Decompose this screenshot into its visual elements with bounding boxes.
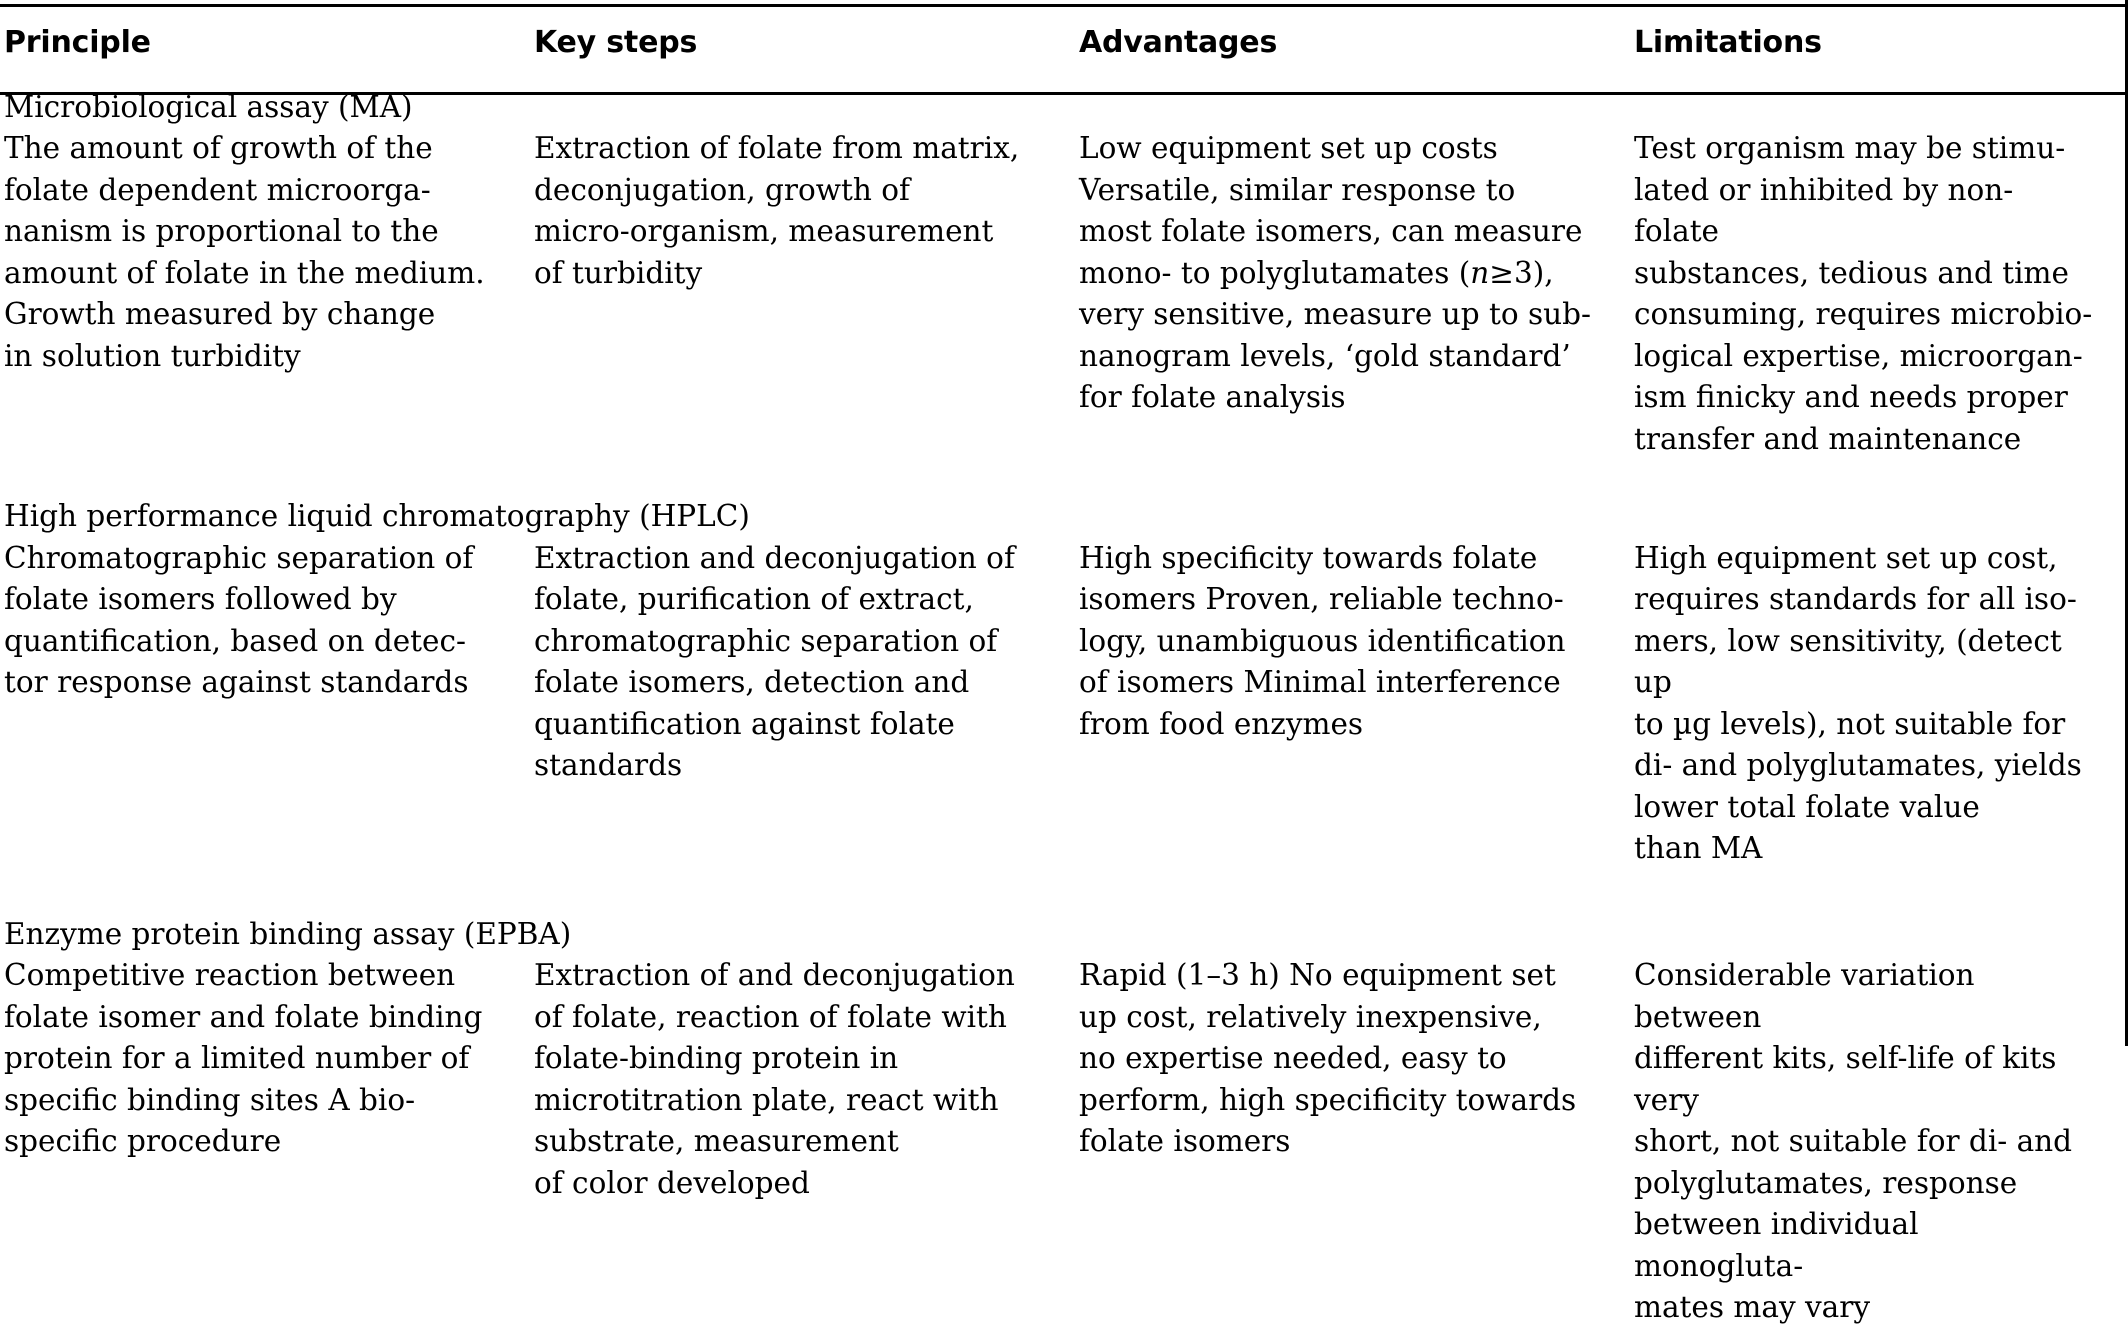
text-line: High specificity towards folate: [1079, 540, 1538, 575]
text-line: ism finicky and needs proper: [1634, 380, 2068, 414]
text-line: amount of folate in the medium.: [4, 255, 485, 290]
text-line: specific binding sites A bio-: [4, 1082, 416, 1117]
text-line: di- and polyglutamates, yields: [1634, 748, 2082, 782]
key-steps-text-hplc: [534, 538, 1049, 787]
text-line: from food enzymes: [1079, 706, 1364, 741]
text-line: for folate analysis: [1079, 380, 1346, 414]
advantages-text-hplc: [1079, 538, 1604, 746]
text-line: between individual monogluta-: [1634, 1207, 1919, 1283]
text-line: requires standards for all iso-: [1634, 582, 2077, 616]
row-spacer: [0, 870, 2120, 914]
text-line: quantification, based on detec-: [4, 623, 466, 658]
advantages-text-epba: [1079, 955, 1604, 1163]
column-header-advantages: Advantages: [1079, 25, 1278, 60]
advantages-prefix: mono- to polyglutamates (: [1079, 255, 1471, 290]
text-line: Extraction of folate from matrix,: [534, 131, 1020, 165]
text-line: of turbidity: [534, 255, 703, 290]
text-line: folate isomers: [1079, 1124, 1291, 1158]
text-line: than MA: [1634, 831, 1763, 865]
text-line: Extraction of and deconjugation: [534, 958, 1015, 992]
table-row: [0, 496, 2120, 870]
text-line: chromatographic separation of: [534, 623, 998, 658]
text-line: Test organism may be stimu-: [1634, 131, 2066, 165]
text-line: Competitive reaction between: [4, 958, 456, 992]
row-spacer: [0, 460, 2120, 496]
table-row: [0, 87, 2120, 461]
text-line: folate isomers, detection and: [534, 665, 970, 699]
text-line: nanism is proportional to the: [4, 214, 439, 248]
cell-limitations-epba: [1630, 914, 2120, 1329]
text-line: The amount of growth of the: [4, 131, 433, 165]
text-line: substances, tedious and time: [1634, 255, 2069, 290]
text-line: standards: [534, 748, 683, 782]
text-line: different kits, self-life of kits very: [1634, 1041, 2057, 1117]
section-title-ma: Microbiological assay (MA): [4, 89, 413, 124]
header-row: [0, 10, 2120, 87]
principle-text-hplc: [4, 538, 504, 704]
cell-limitations-ma: [1630, 87, 2120, 461]
text-line: lower total folate value: [1634, 789, 1980, 824]
text-line: microtitration plate, react with: [534, 1082, 999, 1117]
cell-key-steps-ma: [530, 87, 1075, 461]
text-line: very sensitive, measure up to sub-: [1079, 297, 1591, 331]
text-line: Low equipment set up costs: [1079, 131, 1498, 165]
text-line: lated or inhibited by non-folate: [1634, 172, 2014, 248]
text-line: folate, purification of extract,: [534, 582, 974, 616]
text-line: up cost, relatively inexpensive,: [1079, 999, 1542, 1034]
text-line: quantification against folate: [534, 706, 955, 741]
text-line: transfer and maintenance: [1634, 421, 2022, 456]
text-line: isomers Proven, reliable techno-: [1079, 582, 1564, 616]
text-line: High equipment set up cost,: [1634, 540, 2058, 575]
text-line: of color developed: [534, 1165, 810, 1200]
text-line: Versatile, similar response to: [1079, 172, 1516, 207]
text-line: folate dependent microorga-: [4, 172, 431, 207]
table-top-rule: [0, 4, 2125, 7]
principle-text-ma: [4, 128, 504, 377]
text-line: of folate, reaction of folate with: [534, 999, 1007, 1034]
cell-limitations-hplc: [1630, 496, 2120, 870]
text-line: substrate, measurement: [534, 1124, 899, 1158]
text-line: folate-binding protein in: [534, 1041, 899, 1075]
table-header: [0, 10, 2120, 87]
comparison-table: [0, 10, 2120, 1329]
text-line: micro-organism, measurement: [534, 214, 994, 248]
text-line: polyglutamates, response: [1634, 1165, 2018, 1200]
text-line: Extraction and deconjugation of: [534, 540, 1015, 575]
text-line: in solution turbidity: [4, 338, 301, 373]
section-title-hplc: High performance liquid chromatography (HPLC): [4, 499, 750, 533]
text-line: mates may vary: [1634, 1290, 1871, 1324]
text-line: most folate isomers, can measure: [1079, 214, 1583, 248]
cell-key-steps-hplc: [530, 496, 1075, 870]
text-line: logy, unambiguous identification: [1079, 623, 1566, 658]
text-line: Growth measured by change: [4, 297, 436, 331]
text-line: Chromatographic separation of: [4, 540, 474, 575]
table-row: [0, 914, 2120, 1329]
text-line: consuming, requires microbio-: [1634, 297, 2093, 331]
column-header-principle: Principle: [4, 25, 151, 60]
text-line: mers, low sensitivity, (detect up: [1634, 623, 2062, 699]
column-header-key-steps: Key steps: [534, 25, 698, 60]
text-line: no expertise needed, easy to: [1079, 1041, 1507, 1075]
text-line: deconjugation, growth of: [534, 172, 910, 207]
italic-variable-n: n: [1470, 255, 1490, 290]
text-line: Considerable variation between: [1634, 958, 1975, 1034]
text-line: tor response against standards: [4, 665, 469, 699]
text-line-with-variable: [1079, 253, 1604, 295]
cell-principle-epba: [0, 914, 572, 1329]
cell-advantages-hplc: [1075, 496, 1630, 870]
key-steps-text-epba: [534, 955, 1049, 1204]
text-line: to µg levels), not suitable for: [1634, 706, 2066, 741]
principle-text-epba: [4, 955, 504, 1163]
text-line: Rapid (1–3 h) No equipment set: [1079, 958, 1556, 992]
text-line: perform, high specificity towards: [1079, 1082, 1577, 1117]
advantages-suffix: ≥3),: [1489, 255, 1554, 290]
cell-advantages-epba: [1075, 914, 1630, 1329]
text-line: protein for a limited number of: [4, 1041, 470, 1075]
limitations-text-epba: [1634, 955, 2094, 1329]
advantages-text-ma: [1079, 128, 1604, 419]
key-steps-text-ma: [534, 128, 1049, 294]
table-body: [0, 87, 2120, 1329]
text-line: of isomers Minimal interference: [1079, 665, 1561, 699]
text-line: specific procedure: [4, 1124, 282, 1158]
limitations-text-hplc: [1634, 538, 2094, 870]
text-line: logical expertise, microorgan-: [1634, 338, 2083, 373]
text-line: folate isomer and folate binding: [4, 999, 483, 1034]
cell-key-steps-epba: [530, 914, 1075, 1329]
cell-advantages-ma: [1075, 87, 1630, 461]
limitations-text-ma: [1634, 128, 2094, 460]
column-header-limitations: Limitations: [1634, 25, 1822, 60]
text-line: folate isomers followed by: [4, 582, 397, 616]
section-title-epba: Enzyme protein binding assay (EPBA): [4, 916, 572, 951]
text-line: short, not suitable for di- and: [1634, 1124, 2073, 1158]
text-line: nanogram levels, ‘gold standard’: [1079, 338, 1571, 373]
cell-principle-ma: [0, 87, 530, 461]
